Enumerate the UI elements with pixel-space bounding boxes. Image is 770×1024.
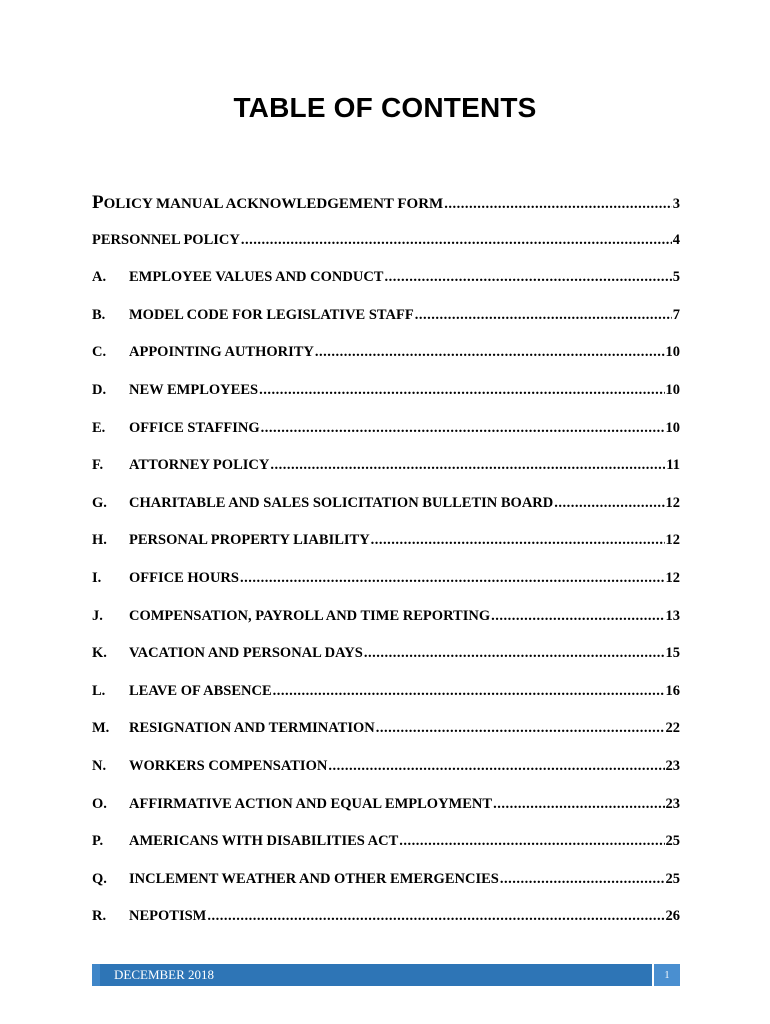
toc-entry-page: 15 — [665, 645, 680, 662]
toc-entry-title: OFFICE HOURS — [129, 569, 239, 586]
toc-entry[interactable] — [92, 447, 680, 485]
toc-entry-page: 22 — [665, 720, 680, 737]
toc-dot-leader — [399, 823, 664, 861]
toc-entry-title: AMERICANS WITH DISABILITIES ACT — [129, 833, 399, 850]
toc-entry-page: 12 — [665, 494, 680, 511]
toc-entry-title — [92, 184, 443, 224]
footer-date: DECEMBER 2018 — [114, 967, 215, 982]
toc-entry-letter: N. — [92, 757, 107, 774]
toc-entry[interactable] — [92, 710, 680, 748]
toc-entry-page: 16 — [665, 682, 680, 699]
toc-entry[interactable] — [92, 823, 680, 861]
toc-dot-leader — [384, 259, 671, 297]
toc-entry-letter: R. — [92, 908, 107, 925]
toc-entry-page: 25 — [665, 870, 680, 887]
toc-entry-page: 13 — [665, 607, 680, 624]
document-title: TABLE OF CONTENTS — [233, 92, 537, 123]
toc-entry-letter: Q. — [92, 870, 107, 887]
toc-dot-leader — [315, 334, 665, 372]
toc-dot-leader — [207, 898, 664, 936]
toc-entry-title: LEAVE OF ABSENCE — [129, 682, 272, 699]
toc-entry-title: RESIGNATION AND TERMINATION — [129, 720, 375, 737]
toc-dot-leader — [376, 710, 665, 748]
toc-entry-title: APPOINTING AUTHORITY — [129, 344, 314, 361]
toc-entry-title-rest: OLICY MANUAL ACKNOWLEDGEMENT FORM — [103, 196, 444, 212]
toc-entry[interactable] — [92, 748, 680, 786]
toc-entry[interactable] — [92, 560, 680, 598]
toc-entry-letter: M. — [92, 720, 110, 737]
toc-entry[interactable] — [92, 334, 680, 372]
toc-entry[interactable] — [92, 297, 680, 335]
toc-entry-title: EMPLOYEE VALUES AND CONDUCT — [129, 269, 384, 286]
toc-entry[interactable] — [92, 410, 680, 448]
toc-entry-title: MODEL CODE FOR LEGISLATIVE STAFF — [129, 306, 414, 323]
toc-entry-page: 23 — [665, 757, 680, 774]
toc-entry-page: 10 — [665, 344, 680, 361]
toc-entry[interactable] — [92, 598, 680, 636]
toc-dot-leader — [364, 635, 665, 673]
toc-entry[interactable] — [92, 898, 680, 936]
toc-entry-letter: J. — [92, 607, 103, 624]
toc-entry-letter: A. — [92, 269, 107, 286]
toc-dot-leader — [241, 222, 672, 260]
toc-entry-page: 12 — [665, 569, 680, 586]
toc-entry-title: CHARITABLE AND SALES SOLICITATION BULLETIN BOARD — [129, 494, 554, 511]
toc-dot-leader — [261, 410, 665, 448]
toc-entry-letter: L. — [92, 682, 106, 699]
toc-entry[interactable] — [92, 222, 680, 260]
toc-entry-title: NEPOTISM — [129, 908, 207, 925]
toc-entry-title: INCLEMENT WEATHER AND OTHER EMERGENCIES — [129, 870, 499, 887]
toc-entry-title: AFFIRMATIVE ACTION AND EQUAL EMPLOYMENT — [129, 795, 493, 812]
toc-dot-leader — [240, 560, 665, 598]
toc-dot-leader — [270, 447, 665, 485]
toc-entry-page: 11 — [666, 457, 680, 474]
toc-entry-letter: H. — [92, 532, 107, 549]
toc-dot-leader — [328, 748, 664, 786]
toc-entry-letter: D. — [92, 381, 107, 398]
toc-dot-leader — [259, 372, 664, 410]
toc-entry-title: PERSONAL PROPERTY LIABILITY — [129, 532, 370, 549]
toc-entry[interactable] — [92, 522, 680, 560]
toc-dot-leader — [415, 297, 672, 335]
toc-entry-page: 3 — [672, 196, 680, 212]
toc-dot-leader — [371, 522, 665, 560]
toc-dot-leader — [500, 861, 665, 899]
table-of-contents — [92, 184, 680, 936]
toc-entry[interactable] — [92, 184, 680, 222]
toc-entry[interactable] — [92, 485, 680, 523]
toc-entry-page: 5 — [672, 269, 680, 286]
toc-dot-leader — [444, 186, 672, 224]
toc-entry-title: VACATION AND PERSONAL DAYS — [129, 645, 363, 662]
toc-entry-page: 25 — [665, 833, 680, 850]
toc-entry-page: 12 — [665, 532, 680, 549]
toc-entry-title: NEW EMPLOYEES — [129, 381, 259, 398]
toc-entry-page: 7 — [672, 306, 680, 323]
page-footer — [92, 964, 680, 986]
toc-entry[interactable] — [92, 786, 680, 824]
footer-page-number: 1 — [652, 964, 680, 986]
toc-entry-initial: P — [92, 192, 104, 213]
toc-entry-letter: F. — [92, 457, 104, 474]
toc-entry-letter: G. — [92, 494, 107, 511]
toc-entry-letter: C. — [92, 344, 107, 361]
toc-dot-leader — [554, 485, 664, 523]
toc-dot-leader — [491, 598, 664, 636]
toc-entry-title: OFFICE STAFFING — [129, 419, 260, 436]
toc-dot-leader — [273, 673, 665, 711]
toc-entry[interactable] — [92, 861, 680, 899]
toc-entry-title: COMPENSATION, PAYROLL AND TIME REPORTING — [129, 607, 491, 624]
toc-entry-title: ATTORNEY POLICY — [129, 457, 270, 474]
toc-entry-page: 10 — [665, 381, 680, 398]
toc-entry-letter: P. — [92, 833, 104, 850]
toc-entry[interactable] — [92, 673, 680, 711]
toc-entry[interactable] — [92, 635, 680, 673]
toc-entry[interactable] — [92, 372, 680, 410]
toc-entry-letter: I. — [92, 569, 102, 586]
toc-entry-title: WORKERS COMPENSATION — [129, 757, 328, 774]
toc-entry-letter: K. — [92, 645, 107, 662]
toc-entry-page: 23 — [665, 795, 680, 812]
footer-accent-stripe — [92, 964, 100, 986]
toc-entry-letter: O. — [92, 795, 107, 812]
toc-entry-letter: E. — [92, 419, 106, 436]
toc-entry-title: PERSONNEL POLICY — [92, 231, 240, 248]
toc-entry[interactable] — [92, 259, 680, 297]
toc-entry-page: 10 — [665, 419, 680, 436]
toc-entry-letter: B. — [92, 306, 106, 323]
toc-entry-page: 4 — [672, 231, 680, 248]
toc-entry-page: 26 — [665, 908, 680, 925]
toc-dot-leader — [493, 786, 664, 824]
